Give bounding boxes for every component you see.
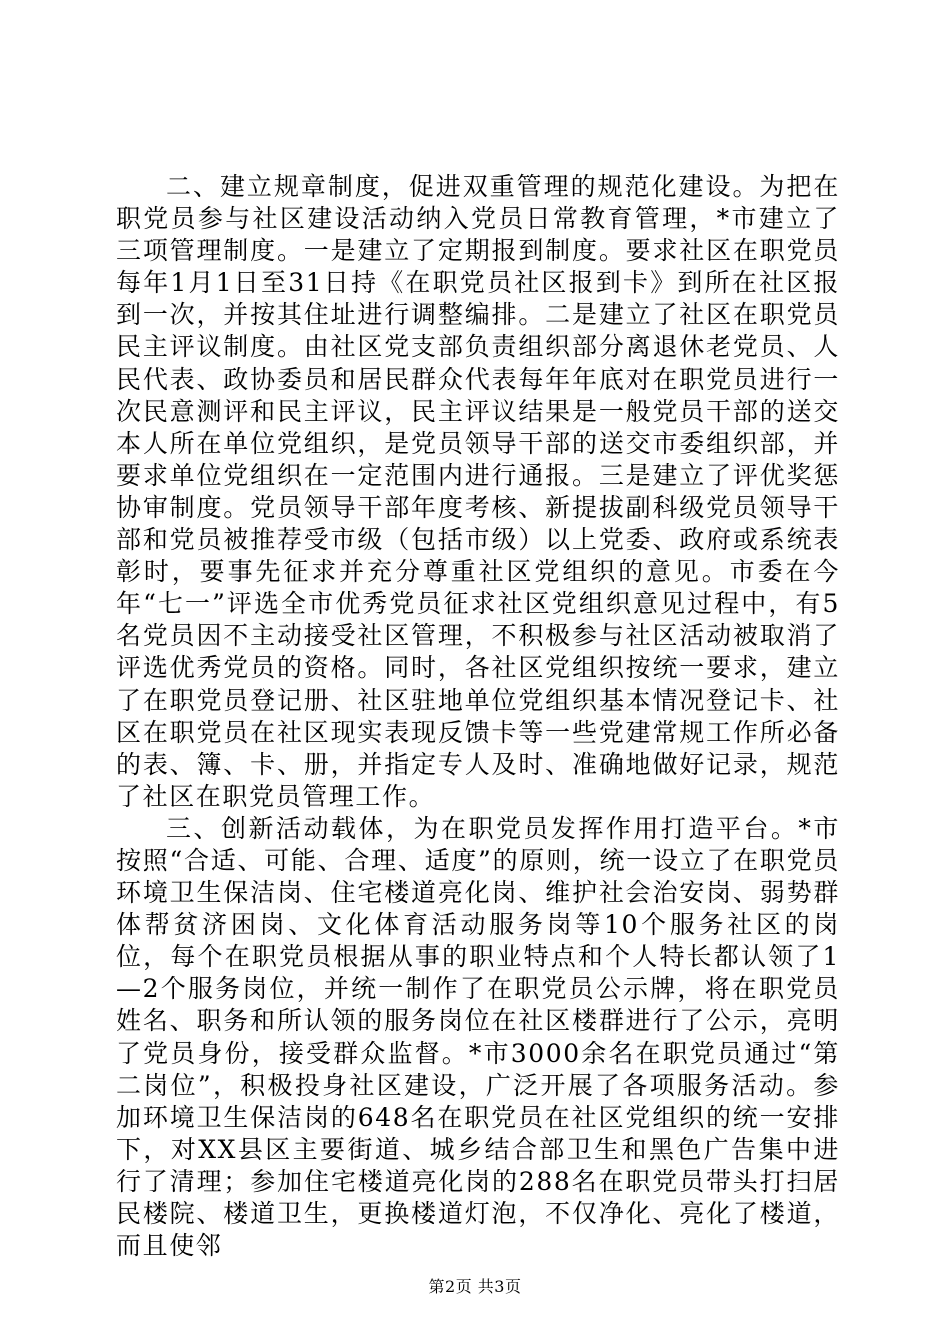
page-number-footer: 第2页 共3页 <box>428 1277 522 1296</box>
paragraph-regulations: 二、建立规章制度，促进双重管理的规范化建设。为把在职党员参与社区建设活动纳入党员日常教育管理，*市建立了三项管理制度。一是建立了定期报到制度。要求社区在职党员每年1月1日至31日持《在职党员社区报到卡》到所在社区报到一次，并按其住址进行调整编排。二是建立了社区在职党员民主评议制度。由社区党支部负责组织部分离退休老党员、人民代表、政协委员和居民群众代表每年年底对在职党员进行一次民意测评和民主评议，民主评议结果是一般党员干部的送交本人所在单位党组织，是党员领导干部的送交市委组织部，并要求单位党组织在一定范围内进行通报。三是建立了评优奖惩协审制度。党员领导干部年度考核、新提拔副科级党员领导干部和党员被推荐受市级（包括市级）以上党委、政府或系统表彰时，要事先征求并充分尊重社区党组织的意见。市委在今年“七一”评选全市优秀党员征求社区党组织意见过程中，有5名党员因不主动接受社区管理，不积极参与社区活动被取消了评选优秀党员的资格。同时，各社区党组织按统一要求，建立了在职党员登记册、社区驻地单位党组织基本情况登记卡、社区在职党员在社区现实表现反馈卡等一些党建常规工作所必备的表、簿、卡、册，并指定专人及时、准确地做好记录，规范了社区在职党员管理工作。 <box>116 172 840 811</box>
document-body <box>116 171 840 1262</box>
paragraph-activities: 三、创新活动载体，为在职党员发挥作用打造平台。*市按照“合适、可能、合理、适度”的原则，统一设立了在职党员环境卫生保洁岗、住宅楼道亮化岗、维护社会治安岗、弱势群体帮贫济困岗、文化体育活动服务岗等10个服务社区的岗位，每个在职党员根据从事的职业特点和个人特长都认领了1—2个服务岗位，并统一制作了在职党员公示牌，将在职党员姓名、职务和所认领的服务岗位在社区楼群进行了公示，亮明了党员身份，接受群众监督。*市3000余名在职党员通过“第二岗位”，积极投身社区建设，广泛开展了各项服务活动。参加环境卫生保洁岗的648名在职党员在社区党组织的统一安排下，对XX县区主要街道、城乡结合部卫生和黑色广告集中进行了清理；参加住宅楼道亮化岗的288名在职党员带头打扫居民楼院、楼道卫生，更换楼道灯泡，不仅净化、亮化了楼道，而且使邻 <box>116 813 840 1261</box>
